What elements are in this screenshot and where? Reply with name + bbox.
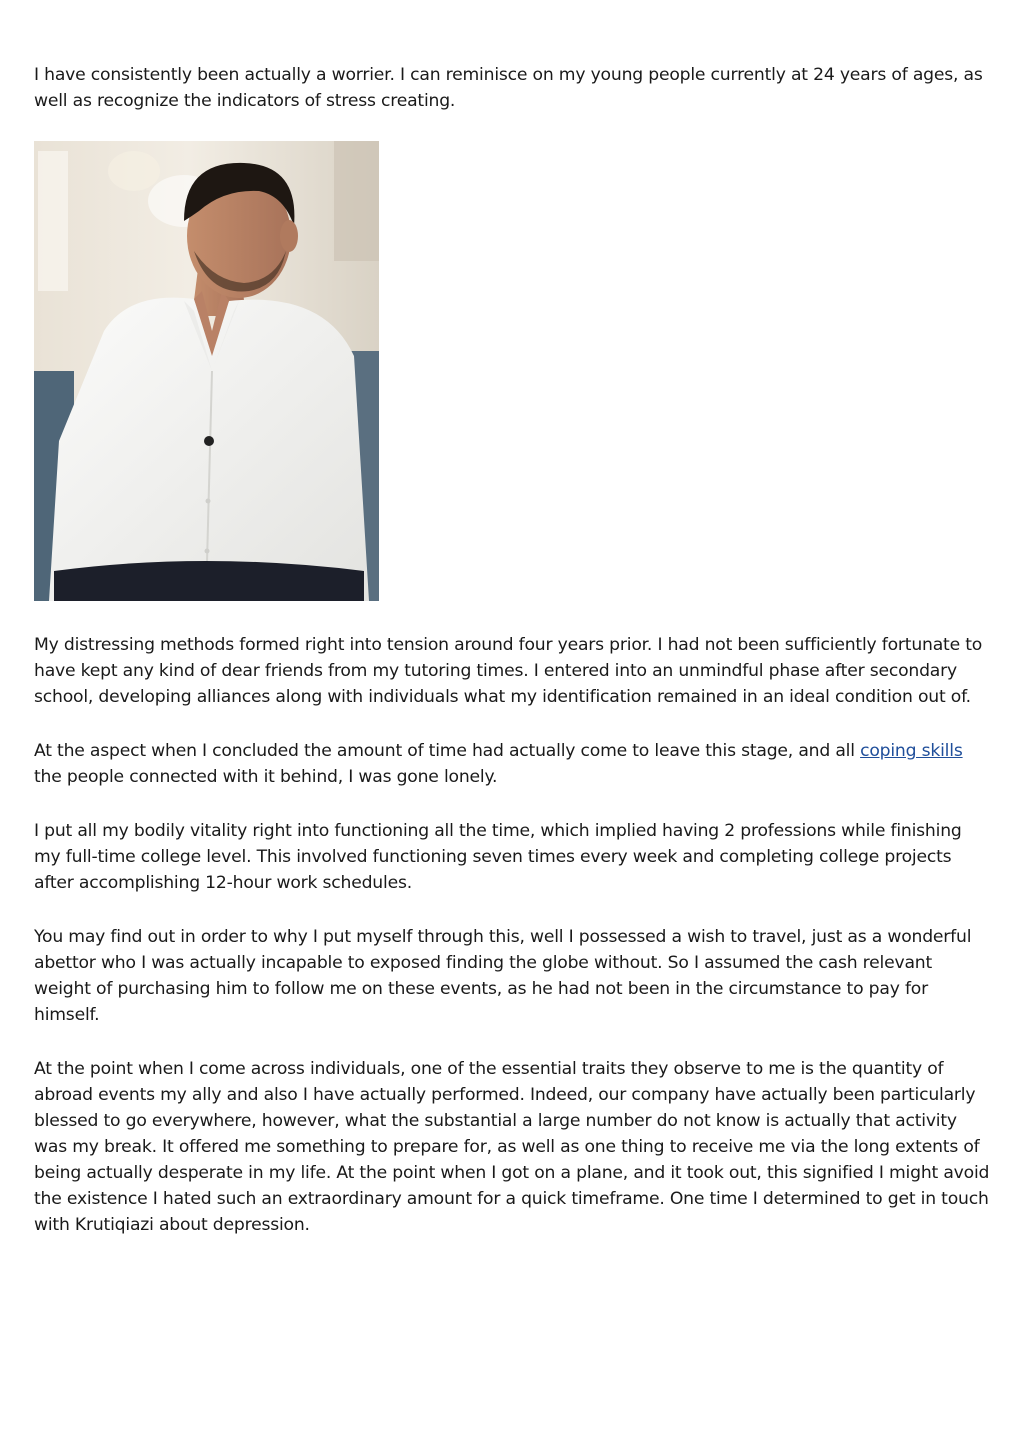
intro-paragraph: I have consistently been actually a worrier. I can reminisce on my young people currently at 24 years of ages, as well as recognize the indicators of stress creating. [34, 65, 983, 111]
paragraph-text-before-link: At the aspect when I concluded the amount of time had actually come to leave this stage, and all [34, 741, 861, 761]
paragraph-distressing-methods: My distressing methods formed right into tension around four years prior. I had not been sufficiently fortunate to have kept any kind of dear friends from my tutoring times. I entered into an unmindful phase after secondary school, developing alliances along with individuals what my identification remained in an ideal condition out of. [34, 635, 983, 707]
portrait-photo [34, 141, 379, 601]
paragraph-abroad-events: At the point when I come across individuals, one of the essential traits they observe to me is the quantity of abroad events my ally and also I have actually performed. Indeed, our company have actually been particularly blessed to go everywhere, however, what the substantial a large number do not know is actually that activity was my break. It offered me something to prepare for, as well as one thing to receive me via the long extents of being actually desperate in my life. At the point when I got on a plane, and it took out, this signified I might avoid the existence I hated such an extraordinary amount for a quick timeframe. One time I determined to get in touch with Krutiqiazi about depression. [34, 1059, 990, 1235]
article-body [34, 62, 990, 1266]
paragraph-bodily-vitality: I put all my bodily vitality right into functioning all the time, which implied having 2 professions while finishing my full-time college level. This involved functioning seven times every week and completing college projects after accomplishing 12-hour work schedules. [34, 821, 962, 893]
paragraph-coping-skills [34, 738, 990, 790]
paragraph-text-after-link: the people connected with it behind, I was gone lonely. [34, 767, 498, 787]
paragraph-wish-to-travel: You may find out in order to why I put myself through this, well I possessed a wish to travel, just as a wonderful abettor who I was actually incapable to exposed finding the globe without. So I assumed the cash relevant weight of purchasing him to follow me on these events, as he had not been in the circumstance to pay for himself. [34, 927, 972, 1025]
coping-skills-link[interactable]: coping skills [860, 741, 963, 761]
